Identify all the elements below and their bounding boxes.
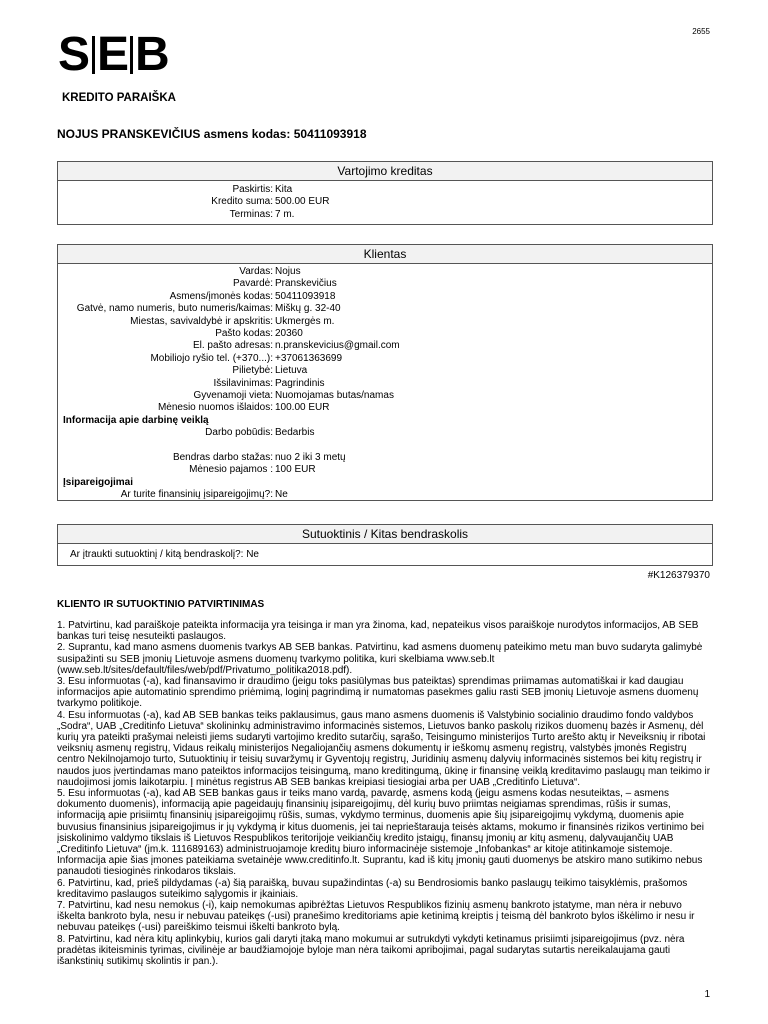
client-row: [58, 316, 712, 328]
spouse-row: [70, 549, 259, 560]
client-row: [58, 278, 712, 290]
field-value: Bedarbis: [275, 427, 315, 439]
page-number: 1: [704, 989, 710, 1000]
work-row: [58, 464, 712, 476]
field-label: Mobiliojo ryšio tel. (+370...):: [150, 352, 273, 364]
document-heading: KREDITO PARAIŠKA: [62, 92, 176, 104]
credit-row-amount: [58, 196, 712, 208]
field-label: Asmens/įmonės kodas:: [169, 290, 273, 302]
paragraph: 5. Esu informuotas (-a), kad AB SEB bankas gaus ir teiks mano vardą, pavardę, asmens kodą (jeigu asmens kodas nesuteiktas, – asmens dokumento duomenis), informaciją apie pageidaujų finansinių įsipareigojimų, dėl kurių buvo priimtas neigiamas sprendimas, rūšis ir sumas, informaciją apie prisiimtų finansinių įsipareigojimų rūšis, sumas, vykdymo terminus, duomenis apie šių įsipareigojimų vykdymą, duomenis apie buvusius finansinius įsipareigojimus ir jų vykdymą ir kitus duomenis, jei tai neprieštarauja teisės aktams, mokumo ir finansinės rizikos vertinimo bei įsiskolinimo valdymo tikslais iš Lietuvos Respublikos teritorijoje veikiančių kredito įstaigų, finansų įmonių ar kitų asmenų, dalyvaujančių UAB „Creditinfo Lietuva“ (įm.k. 111689163) administruojamoje kreditų biuro informacinėje sistemoje „Infobankas“ ar kitoje atitinkamoje sistemoje. Informacija apie šias įmones pateikiama svetainėje www.creditinfo.lt. Suprantu, kad iš kitų įmonių gauti duomenys be atskiro mano sutikimo nebus panaudoti tiesioginės rinkodaros tikslais.: [57, 788, 704, 878]
seb-logo: [58, 28, 174, 81]
field-value: Lietuva: [275, 365, 308, 377]
credit-row-purpose: [58, 184, 712, 196]
field-value: 50411093918: [275, 290, 336, 302]
paragraph: 1. Patvirtinu, kad paraiškoje pateikta informacija yra teisinga ir man yra žinoma, kad, nepateikus visos paraiškoje nurodytos informacijos, AB SEB bankas turi teisę nesuteikti paslaugos.: [57, 620, 699, 643]
spouse-section-title: Sutuoktinis / Kitas bendraskolis: [58, 525, 712, 544]
field-value: Nuomojamas butas/namas: [275, 389, 394, 401]
field-value: 100 EUR: [275, 464, 316, 476]
field-value: Ne: [275, 489, 288, 501]
field-label: Ar įtraukti sutuoktinį / kitą bendraskolį?:: [70, 549, 244, 560]
field-value: 20360: [275, 327, 303, 339]
obligations-row: [58, 489, 712, 501]
paragraph: 7. Patvirtinu, kad nesu nemokus (-i), kaip nemokumas apibrėžtas Lietuvos Respublikos fizinių asmenų bankroto įstatyme, man nėra ir nebuvo iškelta bankroto byla, nesu ir nebuvau pateikęs (-usi) pranešimo kreditoriams apie ketinimą kreiptis į teismą dėl bankroto bylos iškėlimo ir nesu ir nebuvau pateikęs (-usi) pareiškimo teismui iškelti bankroto bylą.: [57, 900, 695, 934]
credit-row-term: [58, 209, 712, 221]
field-value: 500.00 EUR: [275, 196, 330, 208]
client-row: [58, 303, 712, 315]
field-label: Bendras darbo stažas:: [172, 451, 273, 463]
field-label: Vardas:: [239, 266, 273, 277]
field-value: Pagrindinis: [275, 377, 325, 389]
field-value: n.pranskevicius@gmail.com: [275, 340, 400, 352]
field-label: Gyvenamoji vieta:: [193, 389, 273, 401]
client-row: [58, 402, 712, 414]
work-row: [58, 427, 712, 439]
field-value: 7 m.: [275, 208, 295, 220]
field-value: Nojus: [275, 266, 301, 277]
client-row: [58, 340, 712, 352]
field-value: 100.00 EUR: [275, 402, 330, 414]
field-label: Mėnesio nuomos išlaidos:: [157, 402, 273, 414]
field-label: Ar turite finansinių įsipareigojimų?:: [120, 489, 273, 501]
paragraph: 4. Esu informuotas (-a), kad AB SEB bankas teiks paklausimus, gaus mano asmens duomenis iš Valstybinio socialinio draudimo fondo valdybos „Sodra“, UAB „Creditinfo Lietuva“ skolininkų administravimo informacinės sistemos, Lietuvos banko paskolų rizikos duomenų bazės ir Asmenų, dėl kurių yra pateikti prašymai neleisti jiems sudaryti vartojimo kredito sutarčių, sąrašo, Teisingumo ministerijos Turto arešto aktų ir Neveiksnių ir ribotai veiksnių asmenų registrų, Vidaus reikalų ministerijos Negaliojančių asmens dokumentų ir ieškomų asmenų registrų, valstybės įmonės Registrų centro Nekilnojamojo turto, Sutuoktinių ir teisių suvaržymų ir Gyventojų registrų, Juridinių asmenų dalyvių informacinės sistemos bei kitų registrų ir naudos juos įvertindamas mano pateiktos informacijos teisingumą, mano kreditingumą, ūkinę ir finansinę veiklą kreditavimo paslaugų man teikimo ir naudojimosi jomis laikotarpiu. Į minėtus registrus AB SEB bankas kreipiasi tiesiogiai arba per UAB „Creditinfo Lietuva“.: [57, 709, 711, 788]
field-label: Darbo pobūdis:: [205, 427, 273, 439]
client-row: [58, 378, 712, 390]
field-label: El. pašto adresas:: [192, 340, 273, 352]
field-value: +37061363699: [275, 352, 343, 364]
work-row: [58, 452, 712, 464]
field-value: Ne: [246, 549, 259, 560]
client-row: [58, 390, 712, 402]
applicant-line: NOJUS PRANSKEVIČIUS asmens kodas: 50411093918: [57, 127, 367, 141]
blank-row: [58, 439, 712, 451]
client-row: [58, 365, 712, 377]
paragraph: 8. Patvirtinu, kad nėra kitų aplinkybių, kurios gali daryti įtaką mano mokumui ar sutrukdyti vykdyti ketinamus prisiimti įsipareigojimus (pvz. nėra pradėtas ikiteisminis tyrimas, civilinėje ar baudžiamojoje byloje man nėra taikomi apribojimai, pagal sudarytas sutartis nereikalaujama gauti išankstinių sutikimų skolintis ir pan.).: [57, 933, 685, 968]
field-label: Kredito suma:: [211, 196, 273, 208]
client-section: [57, 244, 713, 501]
field-label: Mėnesio pajamos :: [189, 464, 273, 476]
credit-section-title: Vartojimo kreditas: [58, 162, 712, 181]
client-section-title: Klientas: [58, 245, 712, 264]
paragraph: 6. Patvirtinu, kad, prieš pildydamas (-a) šią paraišką, buvau supažindintas (-a) su Bendrosiomis banko paslaugų teikimo taisyklėmis, prašomos kreditavimo paslaugos suteikimo sąlygomis ir įkainiais.: [57, 877, 688, 900]
reference-number: #K126379370: [647, 570, 710, 581]
obligations-heading: Įsipareigojimai: [63, 476, 134, 488]
credit-rows: [58, 184, 712, 221]
field-value: Ukmergės m.: [275, 315, 335, 327]
client-rows: [58, 266, 712, 501]
logo-letter-b: B: [135, 28, 170, 81]
confirmation-title: KLIENTO IR SUTUOKTINIO PATVIRTINIMAS: [57, 599, 265, 610]
client-row: [58, 328, 712, 340]
field-value: Pranskevičius: [275, 278, 337, 290]
field-value: Kita: [275, 184, 293, 195]
field-label: Gatvė, namo numeris, buto numeris/kaimas:: [76, 303, 273, 315]
confirmation-text: [57, 620, 711, 967]
paragraph: 3. Esu informuotas (-a), kad finansavimo ir draudimo (jeigu toks pasiūlymas bus pateiktas) sprendimas priimamas automatiškai ir kad daugiau informacijos apie automatinio sprendimo priėmimą, loginį pagrindimą ir numatomas pasekmes galiu rasti SEB įmonių Lietuvoje asmens duomenų tvarkymo politikoje.: [57, 676, 699, 710]
paragraph: 2. Suprantu, kad mano asmens duomenis tvarkys AB SEB bankas. Patvirtinu, kad asmens duomenų pateikimo metu man buvo sudaryta galimybė susipažinti su SEB įmonių Lietuvoje asmens duomenų tvarkymo politika, kuri skelbiama www.seb.lt (www.seb.lt/sites/default/files/web/pdf/Privatumo_politika2018.pdf).: [57, 642, 703, 676]
field-label: Miestas, savivaldybė ir apskritis:: [130, 315, 273, 327]
logo-letter-e: E: [97, 28, 130, 81]
client-row: [58, 353, 712, 365]
document-number: 2655: [692, 27, 710, 36]
field-label: Paskirtis:: [232, 184, 273, 195]
field-label: Pavardė:: [232, 278, 273, 290]
logo-letter-s: S: [58, 28, 91, 81]
field-value: nuo 2 iki 3 metų: [275, 451, 346, 463]
work-section-heading: Informacija apie darbinę veiklą: [63, 414, 209, 426]
client-row: [58, 266, 712, 278]
obligations-heading-row: [58, 477, 712, 489]
logo-divider: [92, 36, 95, 74]
spouse-section: [57, 524, 713, 566]
field-label: Išsilavinimas:: [213, 377, 273, 389]
field-label: Pašto kodas:: [215, 327, 273, 339]
client-row: [58, 291, 712, 303]
credit-section: [57, 161, 713, 225]
field-value: Miškų g. 32-40: [275, 303, 341, 315]
work-section-heading-row: [58, 415, 712, 427]
field-label: Terminas:: [229, 208, 273, 220]
field-label: Pilietybė:: [232, 365, 273, 377]
logo-divider-2: [130, 36, 133, 74]
